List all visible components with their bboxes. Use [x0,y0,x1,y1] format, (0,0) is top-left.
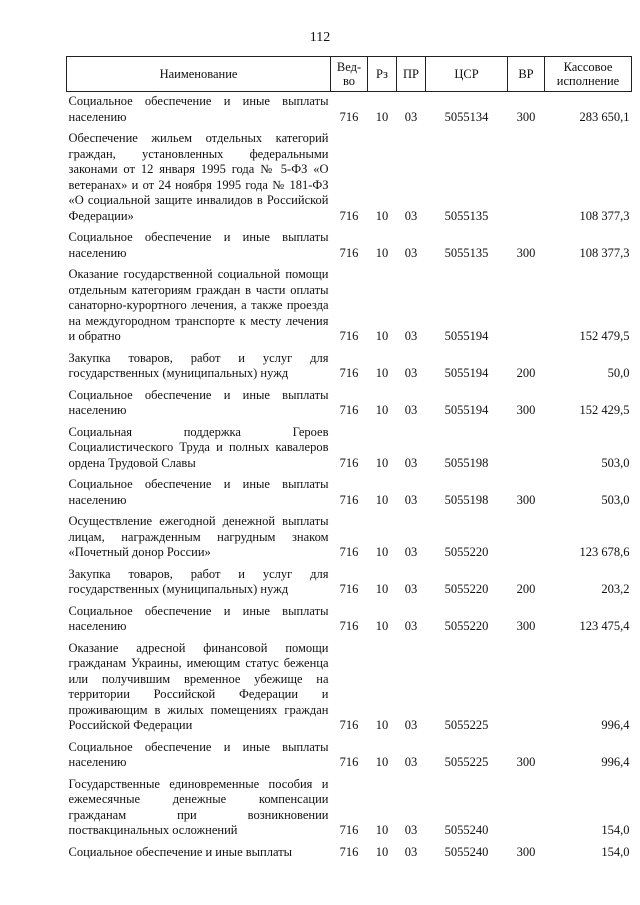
cell-name: Государственные единовременные пособия и ежемесячные денежные компенсации гражданам при возникновении поствакцинальных осложнений [68,776,329,837]
cell-pr: 03 [404,718,418,732]
cell-csr: 5055220 [444,619,489,633]
cell-csr: 5055194 [444,329,489,343]
table-row [67,92,632,130]
cell-pr: 03 [404,844,418,859]
cell-vr [508,265,545,349]
cell-rz: 10 [375,619,389,633]
cell-rz: 10 [375,245,389,260]
cell-ved: 716 [339,844,359,859]
cell-sum: 996,4 [601,718,630,732]
header-vr: ВР [508,57,545,92]
cell-pr: 03 [404,823,418,837]
header-csr: ЦСР [426,57,508,92]
cell-pr: 03 [404,329,418,343]
cell-vr: 300 [516,755,536,769]
table-row [67,843,632,865]
cell-rz: 10 [375,582,389,596]
cell-csr: 5055220 [444,545,489,559]
header-rz: Рз [368,57,397,92]
cell-rz: 10 [375,755,389,769]
cell-csr: 5055135 [444,208,489,223]
cell-rz: 10 [375,823,389,837]
cell-csr: 5055240 [444,844,489,859]
cell-pr: 03 [404,245,418,260]
cell-ved: 716 [339,109,359,124]
cell-sum: 108 377,3 [579,208,630,223]
table-row [67,775,632,843]
cell-name: Социальное обеспечение и иные выплаты населению [68,739,329,769]
cell-vr: 200 [516,582,536,596]
cell-sum: 50,0 [607,366,630,380]
cell-pr: 03 [404,403,418,417]
cell-rz: 10 [375,208,389,223]
cell-sum: 154,0 [601,844,630,859]
cell-csr: 5055135 [444,245,489,260]
cell-vr [508,775,545,843]
cell-name: Социальное обеспечение и иные выплаты населению [68,603,329,633]
cell-name: Социальная поддержка Героев Социалистического Труда и полных кавалеров ордена Трудовой Славы [68,424,329,470]
cell-vr: 300 [516,403,536,417]
page-number: 112 [309,30,331,45]
cell-csr: 5055220 [444,582,489,596]
cell-vr: 200 [516,366,536,380]
cell-vr [508,639,545,738]
table-row [67,565,632,602]
cell-rz: 10 [375,455,389,470]
cell-name: Обеспечение жильем отдельных категорий граждан, установленных федеральными законами от 12 января 1995 года № 5-ФЗ «О ветеранах» и от 24 ноября 1995 года № 181-ФЗ «О социальной защите инвалидов в Российской Федерации» [68,131,329,223]
table-row [67,423,632,476]
cell-sum: 123 678,6 [579,545,630,559]
cell-csr: 5055225 [444,755,489,769]
cell-pr: 03 [404,582,418,596]
cell-ved: 716 [339,366,359,380]
cell-pr: 03 [404,545,418,559]
header-pr: ПР [397,57,426,92]
budget-execution-table [66,56,632,864]
table-row [67,228,632,265]
cell-ved: 716 [339,403,359,417]
cell-vr: 300 [516,844,536,859]
cell-name: Оказание государственной социальной помощи отдельным категориям граждан в части оплаты санаторно-курортного лечения, а также проезда на междугородном транспорте к месту лечения и обратно [68,267,329,343]
cell-name: Социальное обеспечение и иные выплаты населению [68,94,329,124]
cell-pr: 03 [404,619,418,633]
cell-sum: 154,0 [601,823,630,837]
cell-sum: 152 429,5 [579,403,630,417]
cell-rz: 10 [375,403,389,417]
cell-vr [508,512,545,565]
cell-csr: 5055225 [444,718,489,732]
cell-name: Социальное обеспечение и иные выплаты населению [68,477,329,507]
cell-rz: 10 [375,492,389,507]
table-row [67,129,632,228]
cell-ved: 716 [339,718,359,732]
cell-sum: 503,0 [601,455,630,470]
table-row [67,386,632,423]
cell-name: Осуществление ежегодной денежной выплаты лицам, награжденным нагрудным знаком «Почетный донор России» [68,514,329,559]
cell-ved: 716 [339,823,359,837]
cell-vr: 300 [516,109,536,124]
cell-pr: 03 [404,366,418,380]
cell-ved: 716 [339,208,359,223]
table-row [67,349,632,386]
cell-pr: 03 [404,455,418,470]
cell-pr: 03 [404,208,418,223]
table-row [67,602,632,639]
cell-sum: 152 479,5 [579,329,630,343]
cell-pr: 03 [404,109,418,124]
cell-sum: 108 377,3 [579,245,630,260]
cell-ved: 716 [339,582,359,596]
cell-sum: 996,4 [601,755,630,769]
cell-vr: 300 [516,619,536,633]
cell-rz: 10 [375,844,389,859]
cell-pr: 03 [404,755,418,769]
cell-sum: 283 650,1 [579,109,630,124]
cell-csr: 5055198 [444,455,489,470]
cell-csr: 5055194 [444,366,489,380]
header-name: Наименование [67,57,331,92]
cell-rz: 10 [375,718,389,732]
table-header [67,57,632,92]
table-row [67,512,632,565]
table-row [67,639,632,738]
cell-sum: 503,0 [601,492,630,507]
cell-ved: 716 [339,329,359,343]
cell-name: Оказание адресной финансовой помощи гражданам Украины, имеющим статус беженца или получившим временное убежище на территории Российской Федерации и проживающим в жилых помещениях граждан Российской Федерации [68,640,329,732]
header-ved: Вед- во [331,57,368,92]
cell-name: Закупка товаров, работ и услуг для государственных (муниципальных) нужд [68,566,329,596]
cell-csr: 5055198 [444,492,489,507]
cell-sum: 203,2 [601,582,630,596]
cell-vr: 300 [516,245,536,260]
cell-ved: 716 [339,545,359,559]
cell-rz: 10 [375,545,389,559]
cell-sum: 123 475,4 [579,619,630,633]
table-body [67,92,632,865]
cell-vr [508,423,545,476]
cell-csr: 5055134 [444,109,489,124]
table-row [67,475,632,512]
cell-pr: 03 [404,492,418,507]
cell-rz: 10 [375,109,389,124]
cell-name: Социальное обеспечение и иные выплаты населению [68,230,329,260]
header-sum: Кассовое исполнение [545,57,632,92]
cell-vr [508,129,545,228]
cell-rz: 10 [375,329,389,343]
cell-vr: 300 [516,492,536,507]
cell-csr: 5055240 [444,823,489,837]
table-row [67,738,632,775]
cell-rz: 10 [375,366,389,380]
cell-ved: 716 [339,492,359,507]
cell-name: Закупка товаров, работ и услуг для государственных (муниципальных) нужд [68,350,329,380]
cell-name: Социальное обеспечение и иные выплаты [68,844,293,859]
cell-csr: 5055194 [444,403,489,417]
cell-ved: 716 [339,455,359,470]
cell-ved: 716 [339,619,359,633]
cell-ved: 716 [339,755,359,769]
cell-name: Социальное обеспечение и иные выплаты населению [68,387,329,417]
cell-ved: 716 [339,245,359,260]
table-row [67,265,632,349]
